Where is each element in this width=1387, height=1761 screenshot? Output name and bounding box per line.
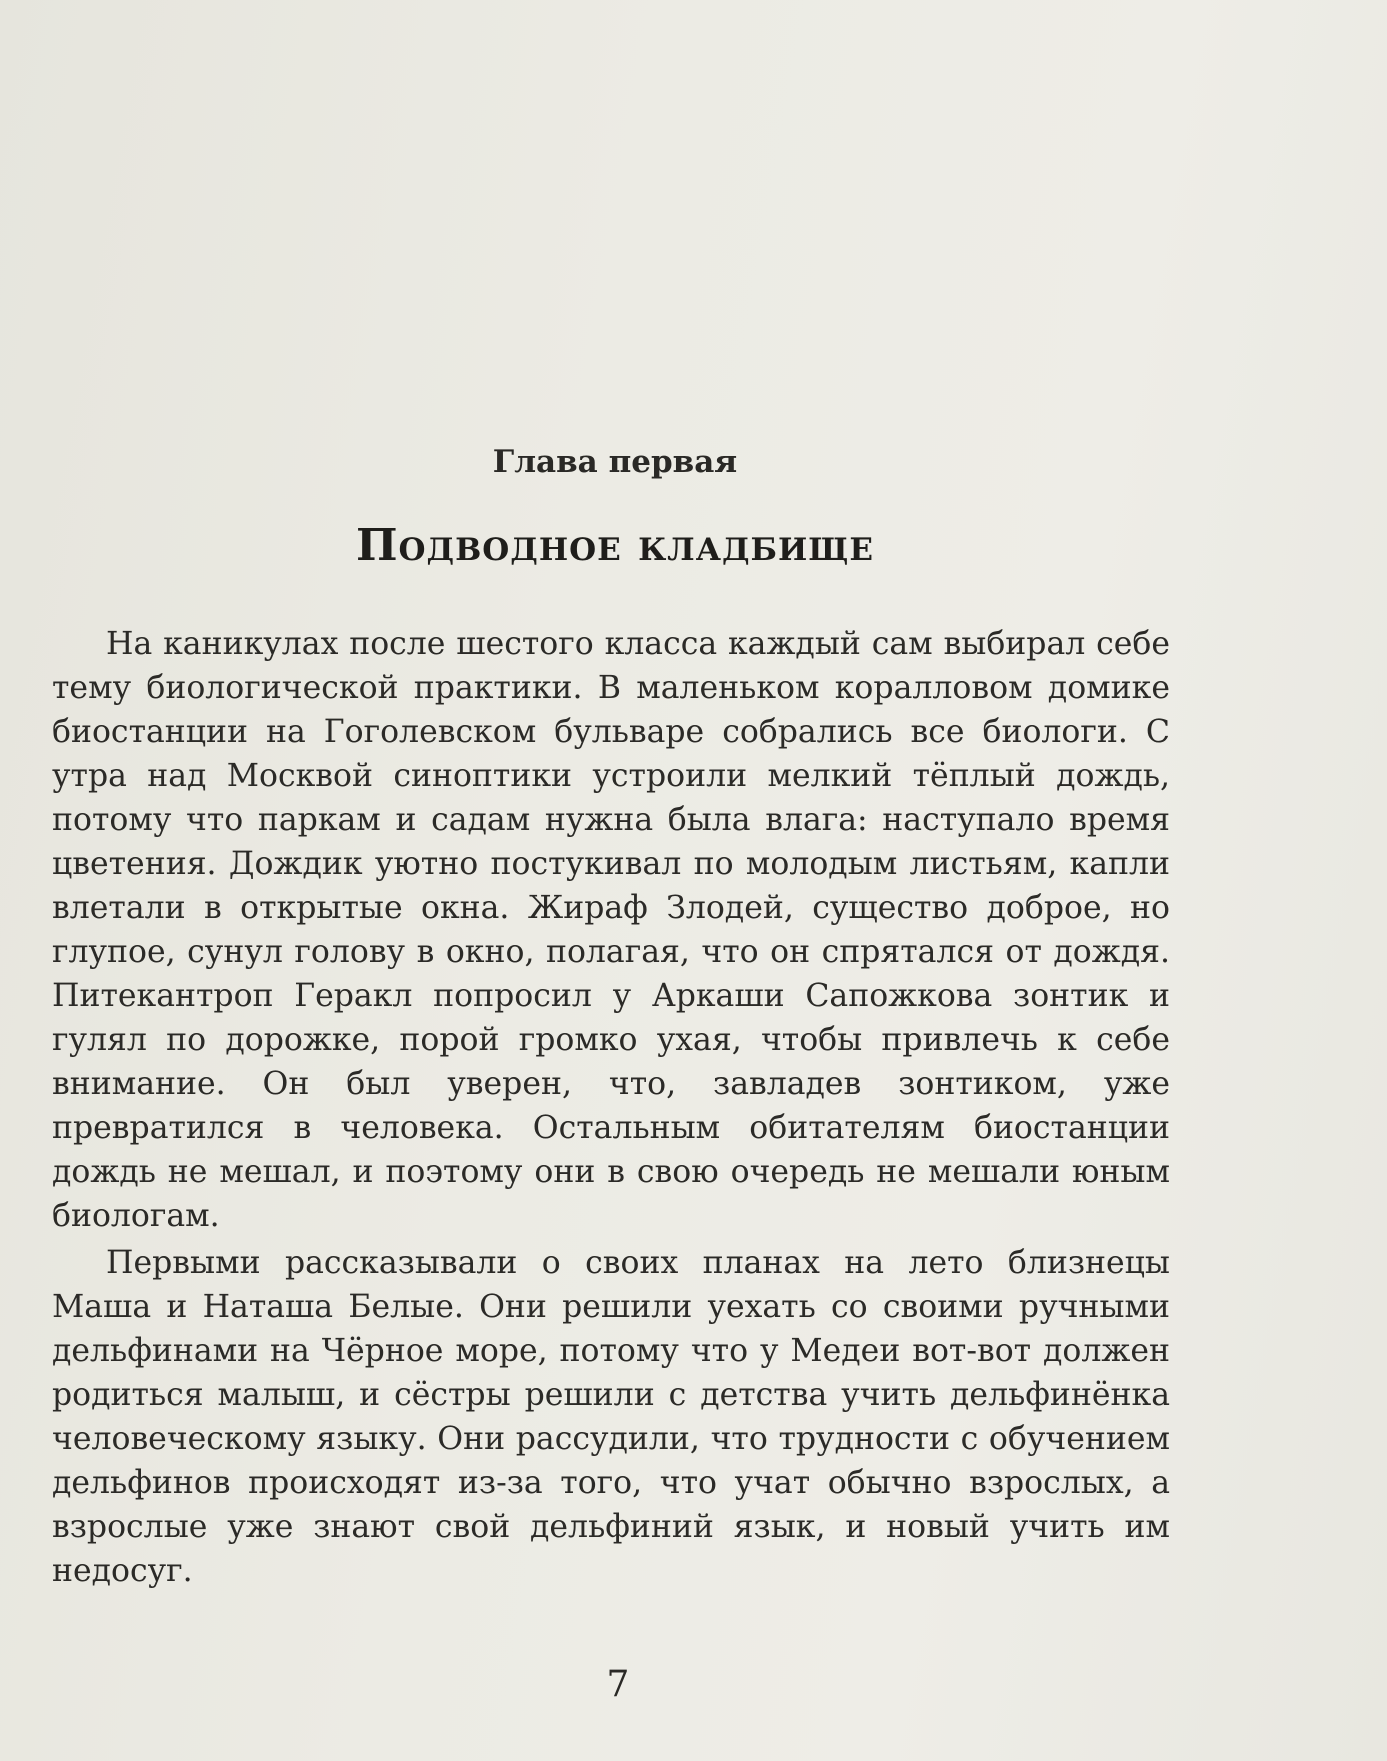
chapter-body: [52, 622, 1170, 1593]
chapter-label: Глава первая: [492, 444, 738, 480]
page-number: 7: [606, 1664, 630, 1705]
chapter-title: Подводное кладбище: [355, 520, 875, 571]
paragraph: На каникулах после шестого класса каждый сам выбирал себе тему биологической практики. В маленьком коралловом домике биостанции на Гоголевском бульваре собрались все биологи. С утра над Москвой синоптики устроили мелкий тёплый дождь, потому что паркам и садам нужна была влага: наступало время цветения. Дождик уютно постукивал по молодым листьям, капли влетали в открытые окна. Жираф Злодей, существо доброе, но глупое, сунул голову в окно, полагая, что он спрятался от дождя. Питекантроп Геракл попросил у Аркаши Сапожкова зонтик и гулял по дорожке, порой громко ухая, чтобы привлечь к себе внимание. Он был уверен, что, завладев зонтиком, уже превратился в человека. Остальным обитателям биостанции дождь не мешал, и поэтому они в свою очередь не мешали юным биологам.: [52, 626, 1170, 1234]
reverse-page-bleed-through: [52, 8, 1172, 52]
paragraph: Первыми рассказывали о своих планах на лето близнецы Маша и Наташа Белые. Они решили уехать со своими ручными дельфинами на Чёрное море, потому что у Медеи вот-вот должен родиться малыш, и сёстры решили с детства учить дельфинёнка человеческому языку. Они рассудили, что трудности с обучением дельфинов происходят из-за того, что учат обычно взрослых, а взрослые уже знают свой дельфиний язык, и новый учить им недосуг.: [52, 1245, 1170, 1589]
